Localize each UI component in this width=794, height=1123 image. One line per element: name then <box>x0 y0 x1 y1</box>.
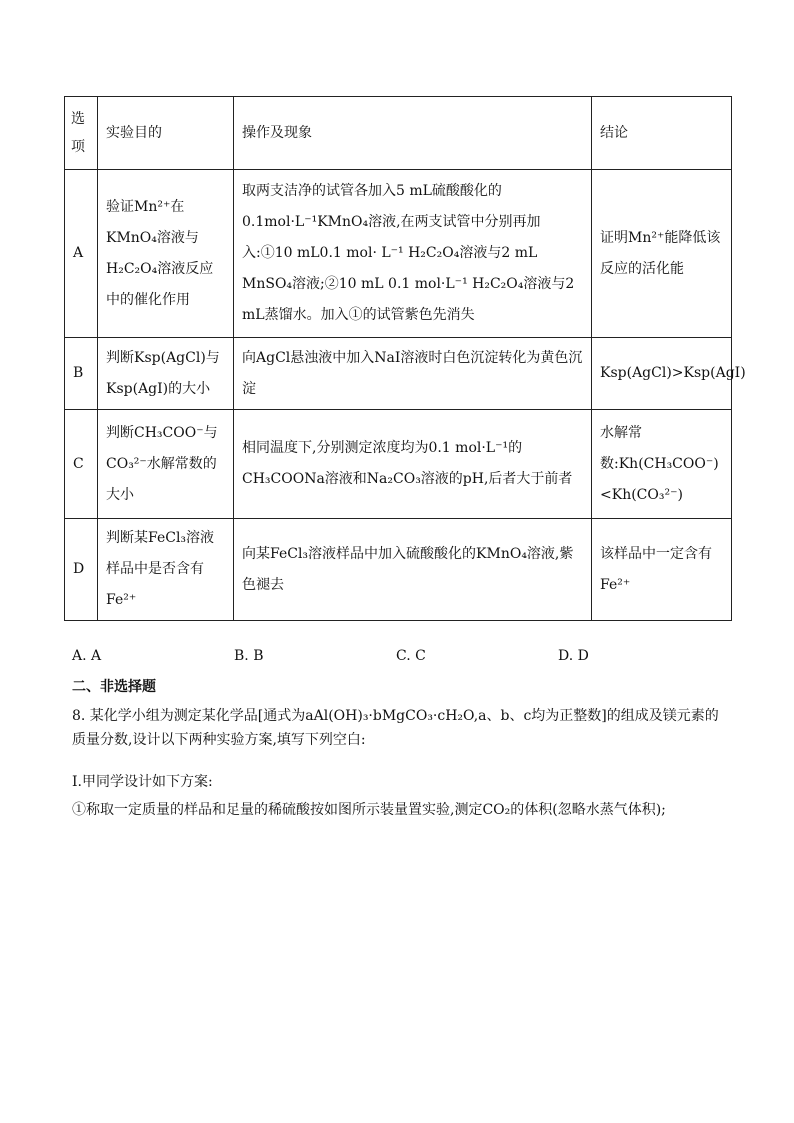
header-conclusion: 结论 <box>592 97 732 170</box>
table-row <box>65 338 732 410</box>
table-row <box>65 519 732 621</box>
table-row <box>65 410 732 519</box>
row-conclusion: 证明Mn²⁺能降低该反应的活化能 <box>592 170 732 338</box>
row-purpose: 判断CH₃COO⁻与CO₃²⁻水解常数的大小 <box>98 410 234 519</box>
row-option: C <box>65 410 98 519</box>
table-row <box>65 170 732 338</box>
question8-part1-title: I.甲同学设计如下方案: <box>72 774 213 790</box>
question-table <box>64 96 746 621</box>
section-title: 二、非选择题 <box>72 679 156 695</box>
row-operation: 取两支洁净的试管各加入5 mL硫酸酸化的0.1mol·L⁻¹KMnO₄溶液,在两支试管中分别再加入:①10 mL0.1 mol· L⁻¹ H₂C₂O₄溶液与2 mL MnSO₄溶液;②10 mL 0.1 mol·L⁻¹ H₂C₂O₄溶液与2 mL蒸馏水。加入①的试管紫色先消失 <box>234 170 592 338</box>
row-conclusion: 该样品中一定含有Fe²⁺ <box>592 519 732 621</box>
choice-a[interactable]: A. A <box>72 648 102 664</box>
row-option: B <box>65 338 98 410</box>
choice-d[interactable]: D. D <box>558 648 589 664</box>
question8-stem: 8. 某化学小组为测定某化学品[通式为aAl(OH)₃·bMgCO₃·cH₂O,a、b、c均为正整数]的组成及镁元素的质量分数,设计以下两种实验方案,填写下列空白: <box>72 708 719 748</box>
row-option: A <box>65 170 98 338</box>
header-purpose: 实验目的 <box>98 97 234 170</box>
row-purpose: 验证Mn²⁺在KMnO₄溶液与H₂C₂O₄溶液反应中的催化作用 <box>98 170 234 338</box>
choice-c[interactable]: C. C <box>396 648 426 664</box>
header-operation: 操作及现象 <box>234 97 592 170</box>
table-header-row <box>65 97 732 170</box>
row-operation: 向某FeCl₃溶液样品中加入硫酸酸化的KMnO₄溶液,紫色褪去 <box>234 519 592 621</box>
header-option: 选项 <box>65 97 98 170</box>
row-purpose: 判断Ksp(AgCl)与Ksp(AgI)的大小 <box>98 338 234 410</box>
row-operation: 向AgCl悬浊液中加入NaI溶液时白色沉淀转化为黄色沉淀 <box>234 338 592 410</box>
row-purpose: 判断某FeCl₃溶液样品中是否含有Fe²⁺ <box>98 519 234 621</box>
answer-choices <box>72 648 732 664</box>
question8-step1: ①称取一定质量的样品和足量的稀硫酸按如图所示装量置实验,测定CO₂的体积(忽略水蒸气体积); <box>72 802 666 818</box>
row-option: D <box>65 519 98 621</box>
choice-b[interactable]: B. B <box>234 648 264 664</box>
row-conclusion: 水解常数:Kh(CH₃COO⁻)<Kh(CO₃²⁻) <box>592 410 732 519</box>
row-operation: 相同温度下,分别测定浓度均为0.1 mol·L⁻¹的CH₃COONa溶液和Na₂CO₃溶液的pH,后者大于前者 <box>234 410 592 519</box>
row-conclusion: Ksp(AgCl)>Ksp(AgI) <box>592 338 732 410</box>
